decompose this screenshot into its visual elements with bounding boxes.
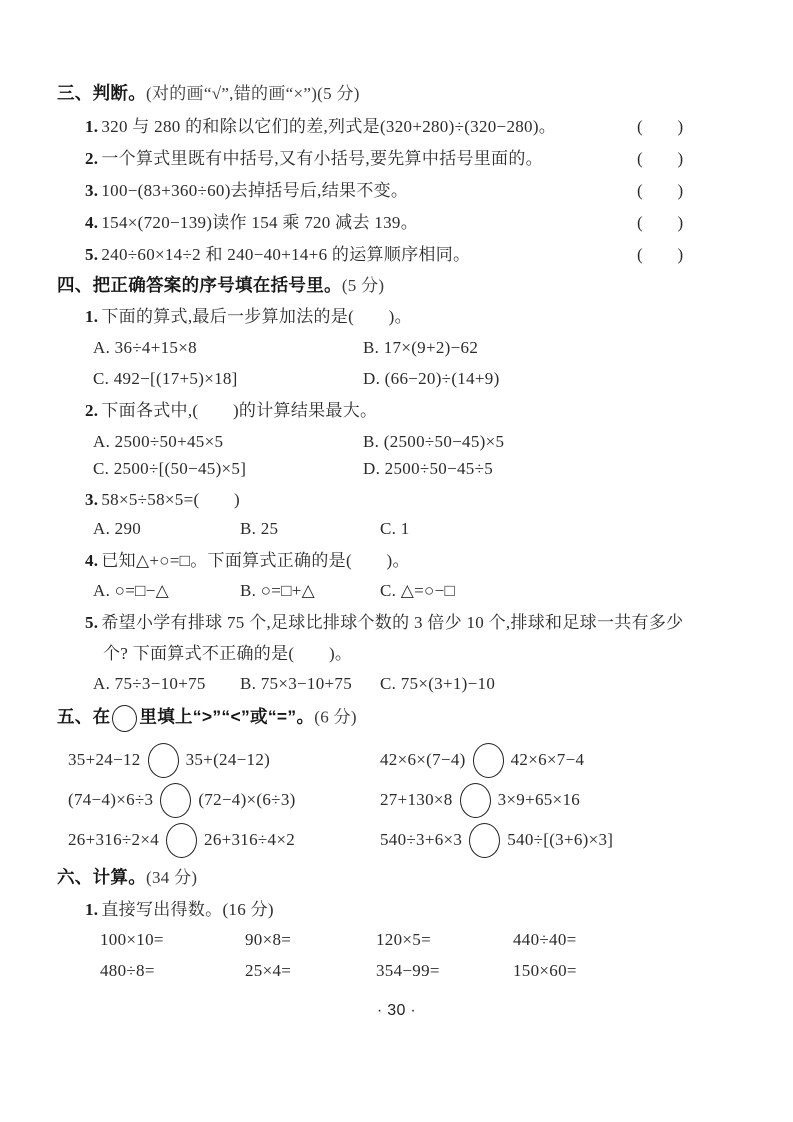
option-c: C. 492−[(17+5)×18] [93, 369, 238, 388]
compare-circle-icon [166, 823, 197, 858]
answer-bracket: ( ) [637, 245, 684, 264]
question-text: 个? 下面算式不正确的是( )。 [103, 644, 353, 663]
option-c: C. 1 [380, 519, 410, 538]
option-b: B. 17×(9+2)−62 [363, 338, 479, 357]
option-b: B. (2500÷50−45)×5 [363, 432, 505, 451]
option-c: C. 2500÷[(50−45)×5] [93, 459, 247, 478]
option-row [93, 518, 410, 540]
compare-circle-icon [148, 743, 179, 778]
compare-circle-icon [112, 705, 137, 732]
judgment-item [85, 212, 684, 234]
compare-row [68, 782, 581, 818]
expression-left: 540÷3+6×3 [380, 830, 463, 849]
calc-cell: 90×8= [245, 930, 292, 949]
option-a: A. 290 [93, 519, 142, 538]
judgment-item [85, 180, 684, 202]
expression-right: 3×9+65×16 [497, 790, 581, 809]
option-row [93, 431, 505, 453]
calc-cell: 25×4= [245, 961, 292, 980]
question-text: 下面各式中,( )的计算结果最大。 [101, 401, 378, 420]
option-row [93, 580, 456, 602]
option-d: D. (66−20)÷(14+9) [363, 369, 500, 388]
section4-header [57, 274, 384, 297]
option-d: D. 2500÷50−45÷5 [363, 459, 494, 478]
section6-title: 六、计算。 [57, 867, 146, 887]
expression-right: 42×6×7−4 [510, 750, 585, 769]
judgment-item [85, 116, 684, 138]
compare-pair [380, 742, 584, 778]
item-text: 320 与 280 的和除以它们的差,列式是(320+280)÷(320−280)。 [101, 117, 557, 136]
section6-note: (34 分) [146, 868, 198, 887]
option-row [93, 368, 500, 390]
answer-bracket: ( ) [637, 149, 684, 168]
compare-circle-icon [460, 783, 491, 818]
option-b: B. 25 [240, 519, 279, 538]
calc-cell: 480÷8= [100, 961, 155, 980]
section6-header [57, 866, 197, 889]
calc-cell: 150×60= [513, 961, 577, 980]
expression-left: 26+316÷2×4 [68, 830, 160, 849]
compare-pair [380, 822, 613, 858]
judgment-item [85, 244, 684, 266]
item-text: 一个算式里既有中括号,又有小括号,要先算中括号里面的。 [101, 149, 543, 168]
answer-bracket: ( ) [637, 181, 684, 200]
judgment-item [85, 148, 684, 170]
expression-right: 35+(24−12) [185, 750, 271, 769]
question-stem [85, 400, 377, 422]
expression-right: (72−4)×(6÷3) [198, 790, 296, 809]
question-text: 58×5÷58×5=( ) [101, 490, 240, 509]
subsection-header [85, 899, 274, 921]
subsection-number: 1. [85, 900, 99, 919]
compare-circle-icon [160, 783, 191, 818]
option-b: B. 75×3−10+75 [240, 674, 353, 693]
option-a: A. 75÷3−10+75 [93, 674, 206, 693]
item-number: 5. [85, 245, 99, 264]
calc-cell: 354−99= [376, 961, 440, 980]
calc-row [100, 929, 720, 953]
question-stem [85, 306, 412, 328]
expression-left: (74−4)×6÷3 [68, 790, 154, 809]
item-number: 2. [85, 149, 99, 168]
option-row [93, 673, 496, 695]
expression-left: 27+130×8 [380, 790, 453, 809]
compare-pair [68, 782, 296, 818]
compare-circle-icon [473, 743, 504, 778]
option-b: B. ○=□+△ [240, 581, 316, 600]
calc-cell: 440÷40= [513, 930, 577, 949]
compare-row [68, 822, 614, 858]
section5-header [57, 705, 357, 732]
item-number: 4. [85, 213, 99, 232]
item-text: 100−(83+360÷60)去掉括号后,结果不变。 [101, 181, 409, 200]
item-text: 240÷60×14÷2 和 240−40+14+6 的运算顺序相同。 [101, 245, 471, 264]
subsection-text: 直接写出得数。(16 分) [101, 900, 274, 919]
section3-header [57, 82, 360, 105]
question-text: 下面的算式,最后一步算加法的是( )。 [101, 307, 412, 326]
section4-title: 四、把正确答案的序号填在括号里。 [57, 275, 342, 295]
option-c: C. 75×(3+1)−10 [380, 674, 496, 693]
question-number: 5. [85, 613, 99, 632]
answer-bracket: ( ) [637, 117, 684, 136]
question-text: 希望小学有排球 75 个,足球比排球个数的 3 倍少 10 个,排球和足球一共有多少 [101, 613, 684, 632]
option-a: A. ○=□−△ [93, 581, 169, 600]
section5-title-pre: 五、在 [57, 706, 111, 727]
section3-title: 三、判断。 [57, 83, 146, 103]
section3-note: (对的画“√”,错的画“×”)(5 分) [146, 84, 360, 103]
expression-left: 35+24−12 [68, 750, 141, 769]
calc-cell: 100×10= [100, 930, 164, 949]
expression-right: 26+316÷4×2 [204, 830, 296, 849]
option-a: A. 36÷4+15×8 [93, 338, 197, 357]
item-text: 154×(720−139)读作 154 乘 720 减去 139。 [101, 213, 419, 232]
expression-right: 540÷[(3+6)×3] [507, 830, 614, 849]
option-c: C. △=○−□ [380, 581, 456, 600]
calc-row [100, 960, 720, 984]
option-row [93, 337, 479, 359]
item-number: 1. [85, 117, 99, 136]
answer-bracket: ( ) [637, 213, 684, 232]
question-number: 1. [85, 307, 99, 326]
option-a: A. 2500÷50+45×5 [93, 432, 224, 451]
compare-pair [68, 742, 270, 778]
question-number: 3. [85, 490, 99, 509]
compare-pair [380, 782, 580, 818]
question-text: 已知△+○=□。下面算式正确的是( )。 [101, 551, 410, 570]
option-row [93, 458, 494, 480]
page-number: · 30 · [376, 1002, 417, 1019]
compare-circle-icon [469, 823, 500, 858]
question-stem [85, 489, 240, 511]
section5-title-post: 里填上“>”“<”或“=”。 [139, 706, 315, 727]
question-number: 4. [85, 551, 99, 570]
question-stem [85, 612, 683, 634]
section5-note: (6 分) [314, 707, 357, 727]
expression-left: 42×6×(7−4) [380, 750, 466, 769]
compare-pair [68, 822, 295, 858]
question-stem-continued [103, 643, 352, 665]
question-number: 2. [85, 401, 99, 420]
calc-cell: 120×5= [376, 930, 431, 949]
item-number: 3. [85, 181, 99, 200]
section4-note: (5 分) [341, 276, 385, 295]
compare-row [68, 742, 585, 778]
question-stem [85, 550, 410, 572]
